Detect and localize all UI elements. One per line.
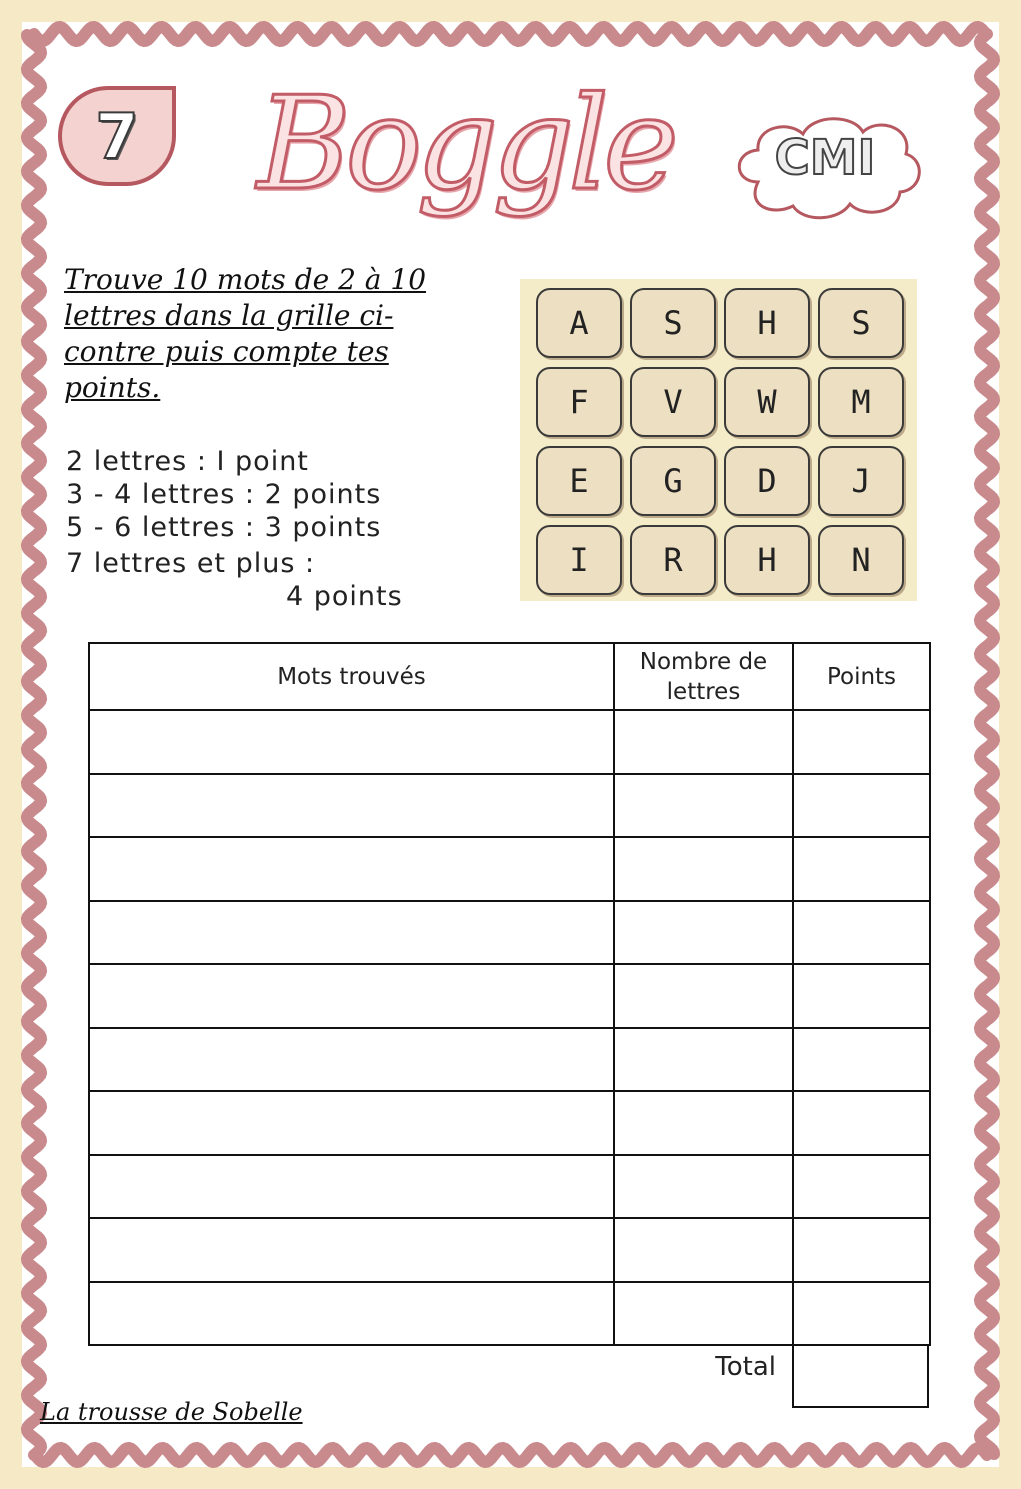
points-cell[interactable] (793, 1155, 930, 1219)
points-cell[interactable] (793, 964, 930, 1028)
letter-tile: A (536, 288, 622, 358)
table-row (89, 710, 930, 774)
letter-count-cell[interactable] (614, 964, 793, 1028)
word-cell[interactable] (89, 901, 614, 965)
table-row (89, 1028, 930, 1092)
points-cell[interactable] (793, 1028, 930, 1092)
word-cell[interactable] (89, 1028, 614, 1092)
letter-tile: D (724, 446, 810, 516)
word-cell[interactable] (89, 964, 614, 1028)
letter-count-cell[interactable] (614, 774, 793, 838)
letter-count-cell[interactable] (614, 1028, 793, 1092)
table-row (89, 964, 930, 1028)
table-row (89, 1218, 930, 1282)
word-cell[interactable] (89, 710, 614, 774)
points-cell[interactable] (793, 901, 930, 965)
table-row (89, 1155, 930, 1219)
points-cell[interactable] (793, 774, 930, 838)
letter-count-cell[interactable] (614, 837, 793, 901)
score-table (88, 642, 931, 1346)
word-cell[interactable] (89, 774, 614, 838)
total-input-box[interactable] (792, 1344, 929, 1408)
letter-count-cell[interactable] (614, 901, 793, 965)
word-cell[interactable] (89, 1218, 614, 1282)
rule-3-4-letters: 3 - 4 lettres : 2 points (66, 479, 382, 510)
rule-7-plus-points: 4 points (286, 581, 403, 612)
letter-count-cell[interactable] (614, 1155, 793, 1219)
points-cell[interactable] (793, 710, 930, 774)
author-signature: La trousse de Sobelle (40, 1398, 303, 1426)
points-cell[interactable] (793, 1091, 930, 1155)
letter-tile: H (724, 288, 810, 358)
rule-7-plus-letters: 7 lettres et plus : (66, 548, 316, 579)
table-row (89, 837, 930, 901)
letter-tile: M (818, 367, 904, 437)
header-words-found: Mots trouvés (89, 643, 614, 710)
letter-tile: R (630, 525, 716, 595)
word-cell[interactable] (89, 1282, 614, 1346)
rule-2-letters: 2 lettres : I point (66, 446, 309, 477)
letter-tile: F (536, 367, 622, 437)
boggle-grid (520, 279, 917, 601)
exercise-number: 7 (95, 99, 139, 173)
total-label: Total (715, 1352, 776, 1382)
table-row (89, 774, 930, 838)
page-title: Boggle (257, 70, 673, 219)
header-points: Points (793, 643, 930, 710)
letter-tile: S (818, 288, 904, 358)
table-row (89, 1282, 930, 1346)
letter-tile: W (724, 367, 810, 437)
letter-count-cell[interactable] (614, 1091, 793, 1155)
points-cell[interactable] (793, 1282, 930, 1346)
letter-tile: V (630, 367, 716, 437)
table-row (89, 1091, 930, 1155)
letter-tile: J (818, 446, 904, 516)
word-cell[interactable] (89, 1155, 614, 1219)
level-label: CMI (774, 130, 876, 186)
letter-tile: N (818, 525, 904, 595)
header-letter-count: Nombre de lettres (614, 643, 793, 710)
letter-tile: H (724, 525, 810, 595)
letter-tile: E (536, 446, 622, 516)
letter-count-cell[interactable] (614, 1282, 793, 1346)
letter-tile: G (630, 446, 716, 516)
word-cell[interactable] (89, 837, 614, 901)
letter-tile: S (630, 288, 716, 358)
points-cell[interactable] (793, 1218, 930, 1282)
instructions-text: Trouve 10 mots de 2 à 10 lettres dans la grille ci-contre puis compte tes points. (64, 263, 427, 404)
table-row (89, 901, 930, 965)
rule-5-6-letters: 5 - 6 lettres : 3 points (66, 512, 382, 543)
letter-tile: I (536, 525, 622, 595)
points-cell[interactable] (793, 837, 930, 901)
exercise-number-badge (58, 86, 176, 186)
table-header-row (89, 643, 930, 710)
word-cell[interactable] (89, 1091, 614, 1155)
letter-count-cell[interactable] (614, 710, 793, 774)
letter-count-cell[interactable] (614, 1218, 793, 1282)
